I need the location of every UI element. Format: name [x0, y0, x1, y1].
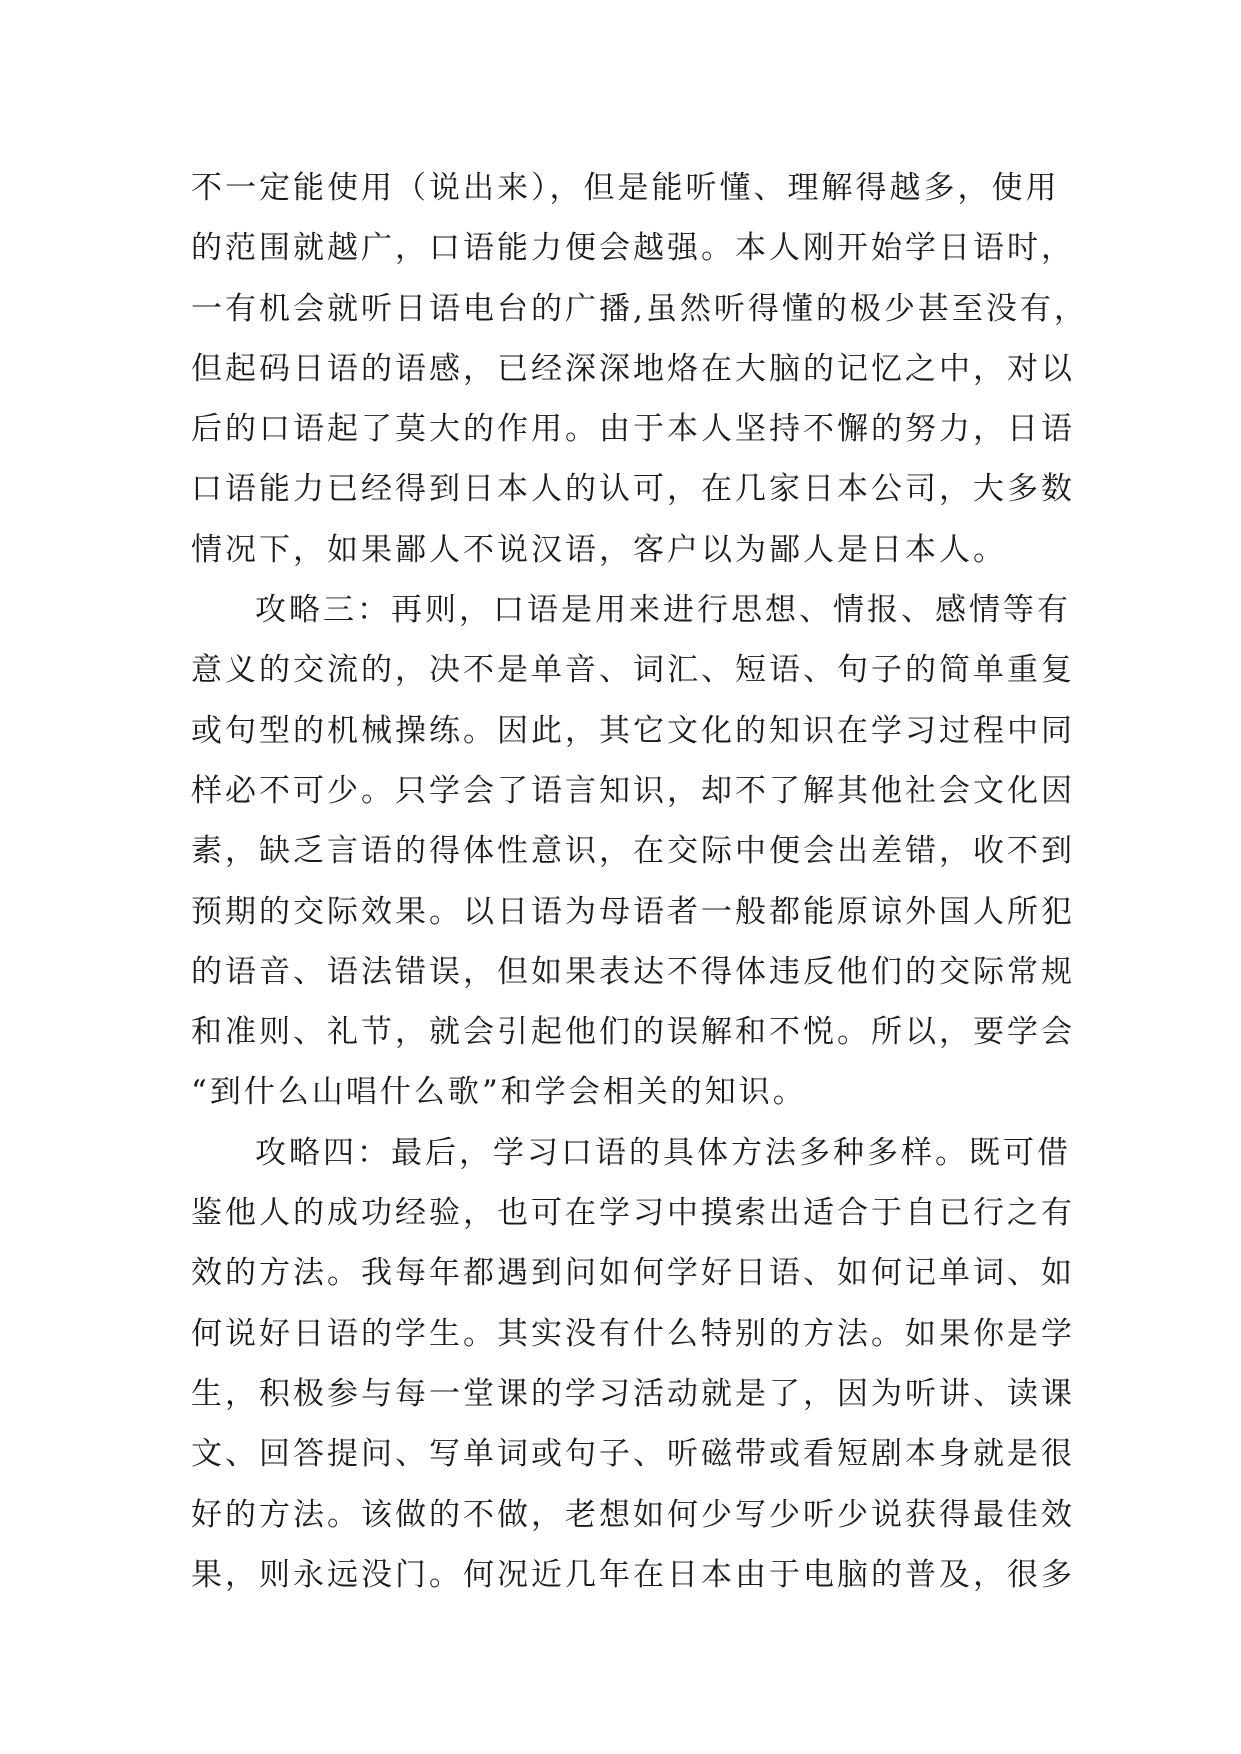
text-line: 鉴他人的成功经验，也可在学习中摸索出适合于自已行之有 — [191, 1195, 1075, 1232]
text-line: 不一定能使用（说出来），但是能听懂、理解得越多，使用 — [191, 170, 1060, 206]
text-line: “到什么山唱什么歌”和学会相关的知识。 — [191, 1074, 807, 1111]
text-line: 素，缺乏言语的得体性意识，在交际中便会出差错，收不到 — [191, 833, 1075, 870]
text-line: 果，则永远没门。何况近几年在日本由于电脑的普及，很多 — [191, 1556, 1075, 1593]
text-line: 何说好日语的学生。其实没有什么特别的方法。如果你是学 — [191, 1315, 1075, 1352]
text-line: 文、回答提问、写单词或句子、听磁带或看短剧本身就是很 — [191, 1436, 1075, 1473]
text-line: 效的方法。我每年都遇到问如何学好日语、如何记单词、如 — [191, 1255, 1075, 1292]
paragraph-start-line: 攻略三：再则，口语是用来进行思想、情报、感情等有 — [255, 592, 1071, 629]
text-line: 一有机会就听日语电台的广播,虽然听得懂的极少甚至没有， — [191, 290, 1088, 327]
text-line: 的范围就越广，口语能力便会越强。本人刚开始学日语时， — [191, 230, 1075, 267]
text-line: 或句型的机械操练。因此，其它文化的知识在学习过程中同 — [191, 712, 1075, 749]
paragraph-start-line: 攻略四：最后，学习口语的具体方法多种多样。既可借 — [255, 1134, 1071, 1171]
text-line: 但起码日语的语感，已经深深地烙在大脑的记忆之中，对以 — [191, 350, 1075, 387]
text-line: 生，积极参与每一堂课的学习活动就是了，因为听讲、读课 — [191, 1375, 1075, 1412]
text-line: 好的方法。该做的不做，老想如何少写少听少说获得最佳效 — [191, 1496, 1075, 1533]
text-line: 后的口语起了莫大的作用。由于本人坚持不懈的努力，日语 — [191, 411, 1075, 448]
text-line: 情况下，如果鄙人不说汉语，客户以为鄙人是日本人。 — [191, 531, 1007, 568]
text-line: 意义的交流的，决不是单音、词汇、短语、句子的简单重复 — [191, 652, 1075, 689]
text-line: 口语能力已经得到日本人的认可，在几家日本公司，大多数 — [191, 471, 1075, 508]
text-line: 的语音、语法错误，但如果表达不得体违反他们的交际常规 — [191, 953, 1075, 990]
text-line: 样必不可少。只学会了语言知识，却不了解其他社会文化因 — [191, 772, 1075, 809]
text-line: 和准则、礼节，就会引起他们的误解和不悦。所以，要学会 — [191, 1014, 1075, 1051]
body-text — [191, 158, 1091, 1605]
text-line: 预期的交际效果。以日语为母语者一般都能原谅外国人所犯 — [191, 893, 1075, 930]
